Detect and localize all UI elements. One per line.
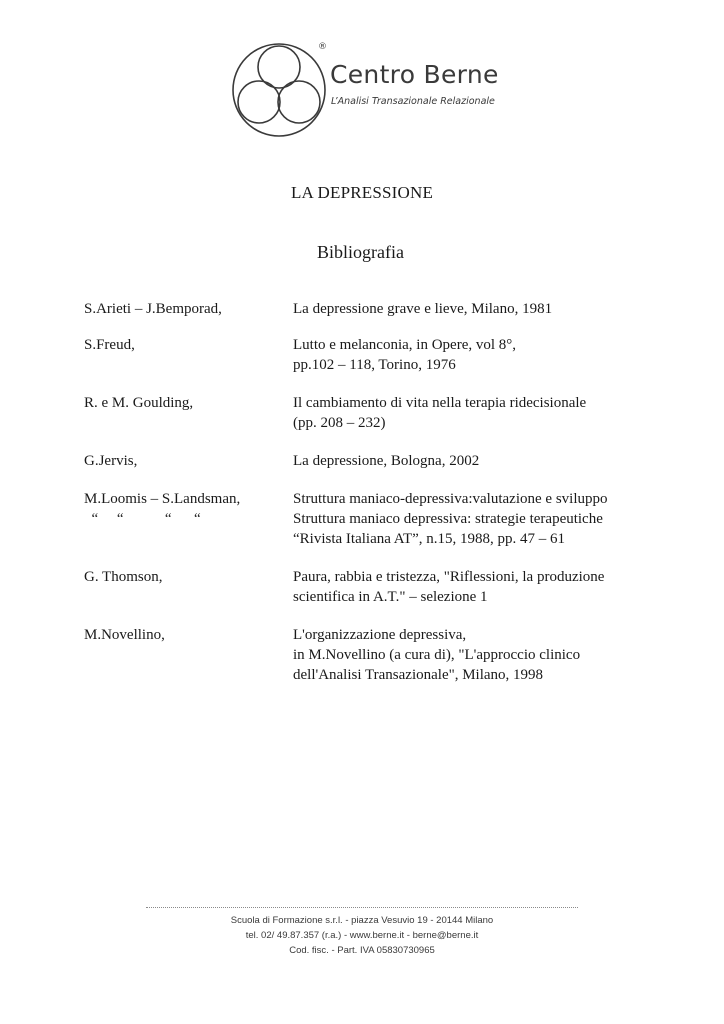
entry-work-line: La depressione, Bologna, 2002 [293, 453, 480, 469]
bibliography-list [84, 299, 644, 685]
entry-author: G.Jervis, [84, 453, 138, 469]
footer-tax-id: Cod. fisc. - Part. IVA 05830730965 [289, 945, 435, 956]
entry-work-line: La depressione grave e lieve, Milano, 1981 [293, 301, 553, 317]
bibliography-entry [84, 299, 644, 319]
entry-work-line: L'organizzazione depressiva, [293, 627, 467, 643]
bibliography-entry [84, 451, 644, 471]
entry-work-line: pp.102 – 118, Torino, 1976 [293, 357, 456, 373]
document-subtitle: Bibliografia [317, 242, 404, 262]
entry-work-line: Struttura maniaco-depressiva:valutazione e sviluppo [293, 491, 608, 507]
brand-tagline: L’Analisi Transazionale Relazionale [331, 96, 495, 107]
entry-work-line: scientifica in A.T." – selezione 1 [293, 589, 488, 605]
three-circles-logo-icon [232, 42, 332, 138]
footer [0, 913, 724, 958]
footer-contacts: tel. 02/ 49.87.357 (r.a.) - www.berne.it - berne@berne.it [245, 930, 479, 941]
entry-author: S.Freud, [84, 337, 135, 353]
entry-author: M.Loomis – S.Landsman, [84, 491, 241, 507]
entry-work-line: in M.Novellino (a cura di), "L'approccio clinico [293, 647, 581, 663]
bibliography-entry [84, 567, 644, 607]
entry-work-line: Lutto e melanconia, in Opere, vol 8°, [293, 337, 517, 353]
entry-work-line: (pp. 208 – 232) [293, 415, 386, 431]
bibliography-entry [84, 489, 644, 549]
bibliography-entry [84, 625, 644, 685]
bibliography-entry [84, 335, 644, 375]
bibliography-entry [84, 393, 644, 433]
entry-work-line: “Rivista Italiana AT”, n.15, 1988, pp. 47 – 61 [293, 531, 566, 547]
entry-work-line: dell'Analisi Transazionale", Milano, 1998 [293, 667, 544, 683]
entry-work-line: Paura, rabbia e tristezza, "Riflessioni, la produzione [293, 569, 605, 585]
centro-berne-logo [232, 42, 532, 138]
registered-mark: ® [318, 42, 327, 52]
entry-author: M.Novellino, [84, 627, 165, 643]
footer-address: Scuola di Formazione s.r.l. - piazza Vesuvio 19 - 20144 Milano [230, 915, 494, 926]
entry-author: R. e M. Goulding, [84, 395, 194, 411]
entry-work-line: Il cambiamento di vita nella terapia ridecisionale [293, 395, 587, 411]
entry-ditto-marks: “ “ “ “ [84, 511, 201, 527]
entry-author: G. Thomson, [84, 569, 163, 585]
entry-author: S.Arieti – J.Bemporad, [84, 301, 222, 317]
footer-divider [146, 907, 578, 908]
document-title: LA DEPRESSIONE [290, 183, 434, 202]
brand-name: Centro Berne [330, 60, 499, 89]
entry-work-line: Struttura maniaco depressiva: strategie terapeutiche [293, 511, 603, 527]
